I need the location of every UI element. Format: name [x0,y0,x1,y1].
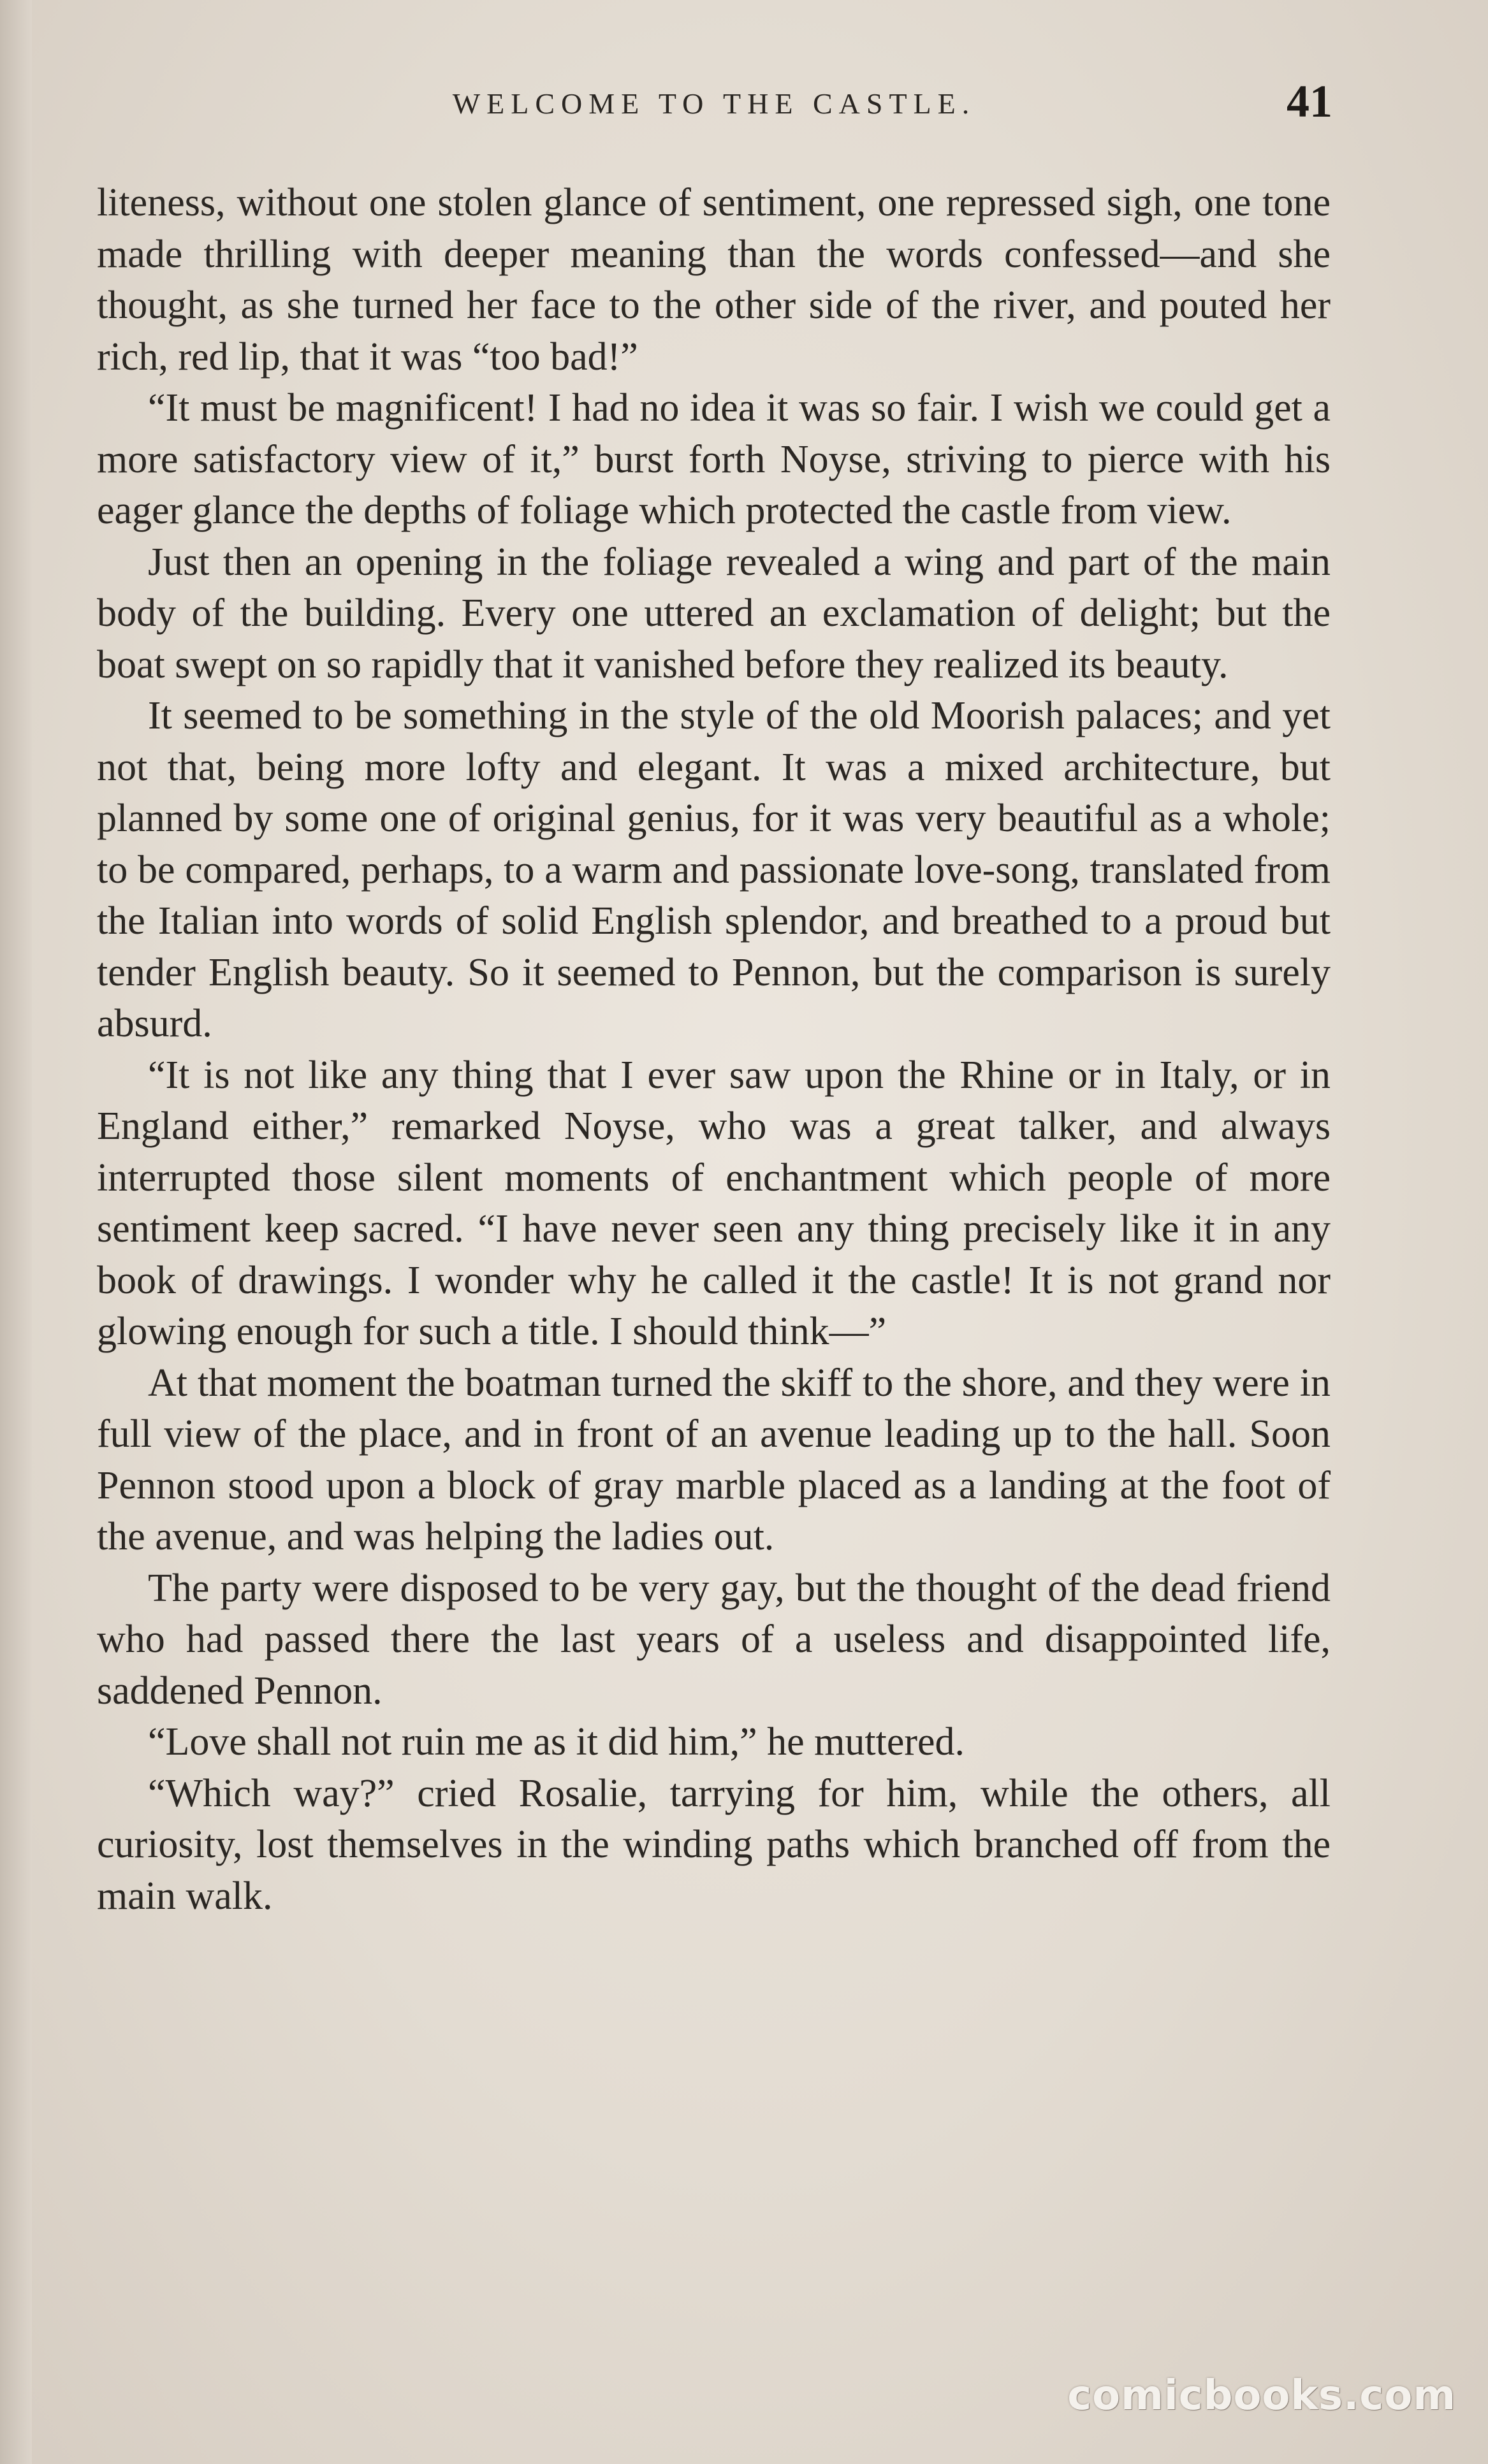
page-header [96,75,1332,133]
paragraph-3: Just then an opening in the foliage revealed a wing and part of the main body of the building. Every one uttered an exclamation of delight; but the boat swept on so rapidly that it vanished before they realized its beauty. [97,540,1331,686]
paragraph-5: “It is not like any thing that I ever saw upon the Rhine or in Italy, or in England either,” remarked Noyse, who was a great talker, and always interrupted those silent moments of enchantment which people of more sentiment keep sacred. “I have never seen any thing precisely like it in any book of drawings. I wonder why he called it the castle! It is not grand nor glowing enough for such a title. I should think—” [97,1053,1331,1353]
paragraph-4: It seemed to be something in the style of the old Moorish palaces; and yet not that, being more lofty and elegant. It was a mixed architecture, but planned by some one of original genius, for it was very beautiful as a whole; to be compared, perhaps, to a warm and passionate love-song, translated from the Italian into words of solid English splendor, and breathed to a proud but tender English beauty. So it seemed to Pennon, but the comparison is surely absurd. [97,694,1331,1045]
paragraph-7: The party were disposed to be very gay, but the thought of the dead friend who had passed there the last years of a useless and disappointed life, saddened Pennon. [97,1566,1331,1713]
paragraph-9: “Which way?” cried Rosalie, tarrying for him, while the others, all curiosity, lost themselves in the winding paths which branched off from the main walk. [97,1771,1331,1918]
watermark: comicbooks.com [1067,2372,1456,2419]
body-text [97,177,1331,1922]
paragraph-8: “Love shall not ruin me as it did him,” he muttered. [148,1720,965,1764]
page-gutter-edge [0,0,32,2464]
paragraph-2: “It must be magnificent! I had no idea it was so fair. I wish we could get a more satisfactory view of it,” burst forth Noyse, striving to pierce with his eager glance the depths of foliage which protected the castle from view. [97,386,1331,532]
running-head: WELCOME TO THE CASTLE. [452,87,976,120]
paragraph-1: liteness, without one stolen glance of sentiment, one repressed sigh, one tone made thrilling with deeper meaning than the words confessed—and she thought, as she turned her face to the other side of the river, and pouted her rich, red lip, that it was “too bad!” [97,181,1331,379]
page-number: 41 [1287,76,1332,127]
paragraph-6: At that moment the boatman turned the skiff to the shore, and they were in full view of the place, and in front of an avenue leading up to the hall. Soon Pennon stood upon a block of gray marble placed as a landing at the foot of the avenue, and was helping the ladies out. [97,1361,1331,1558]
